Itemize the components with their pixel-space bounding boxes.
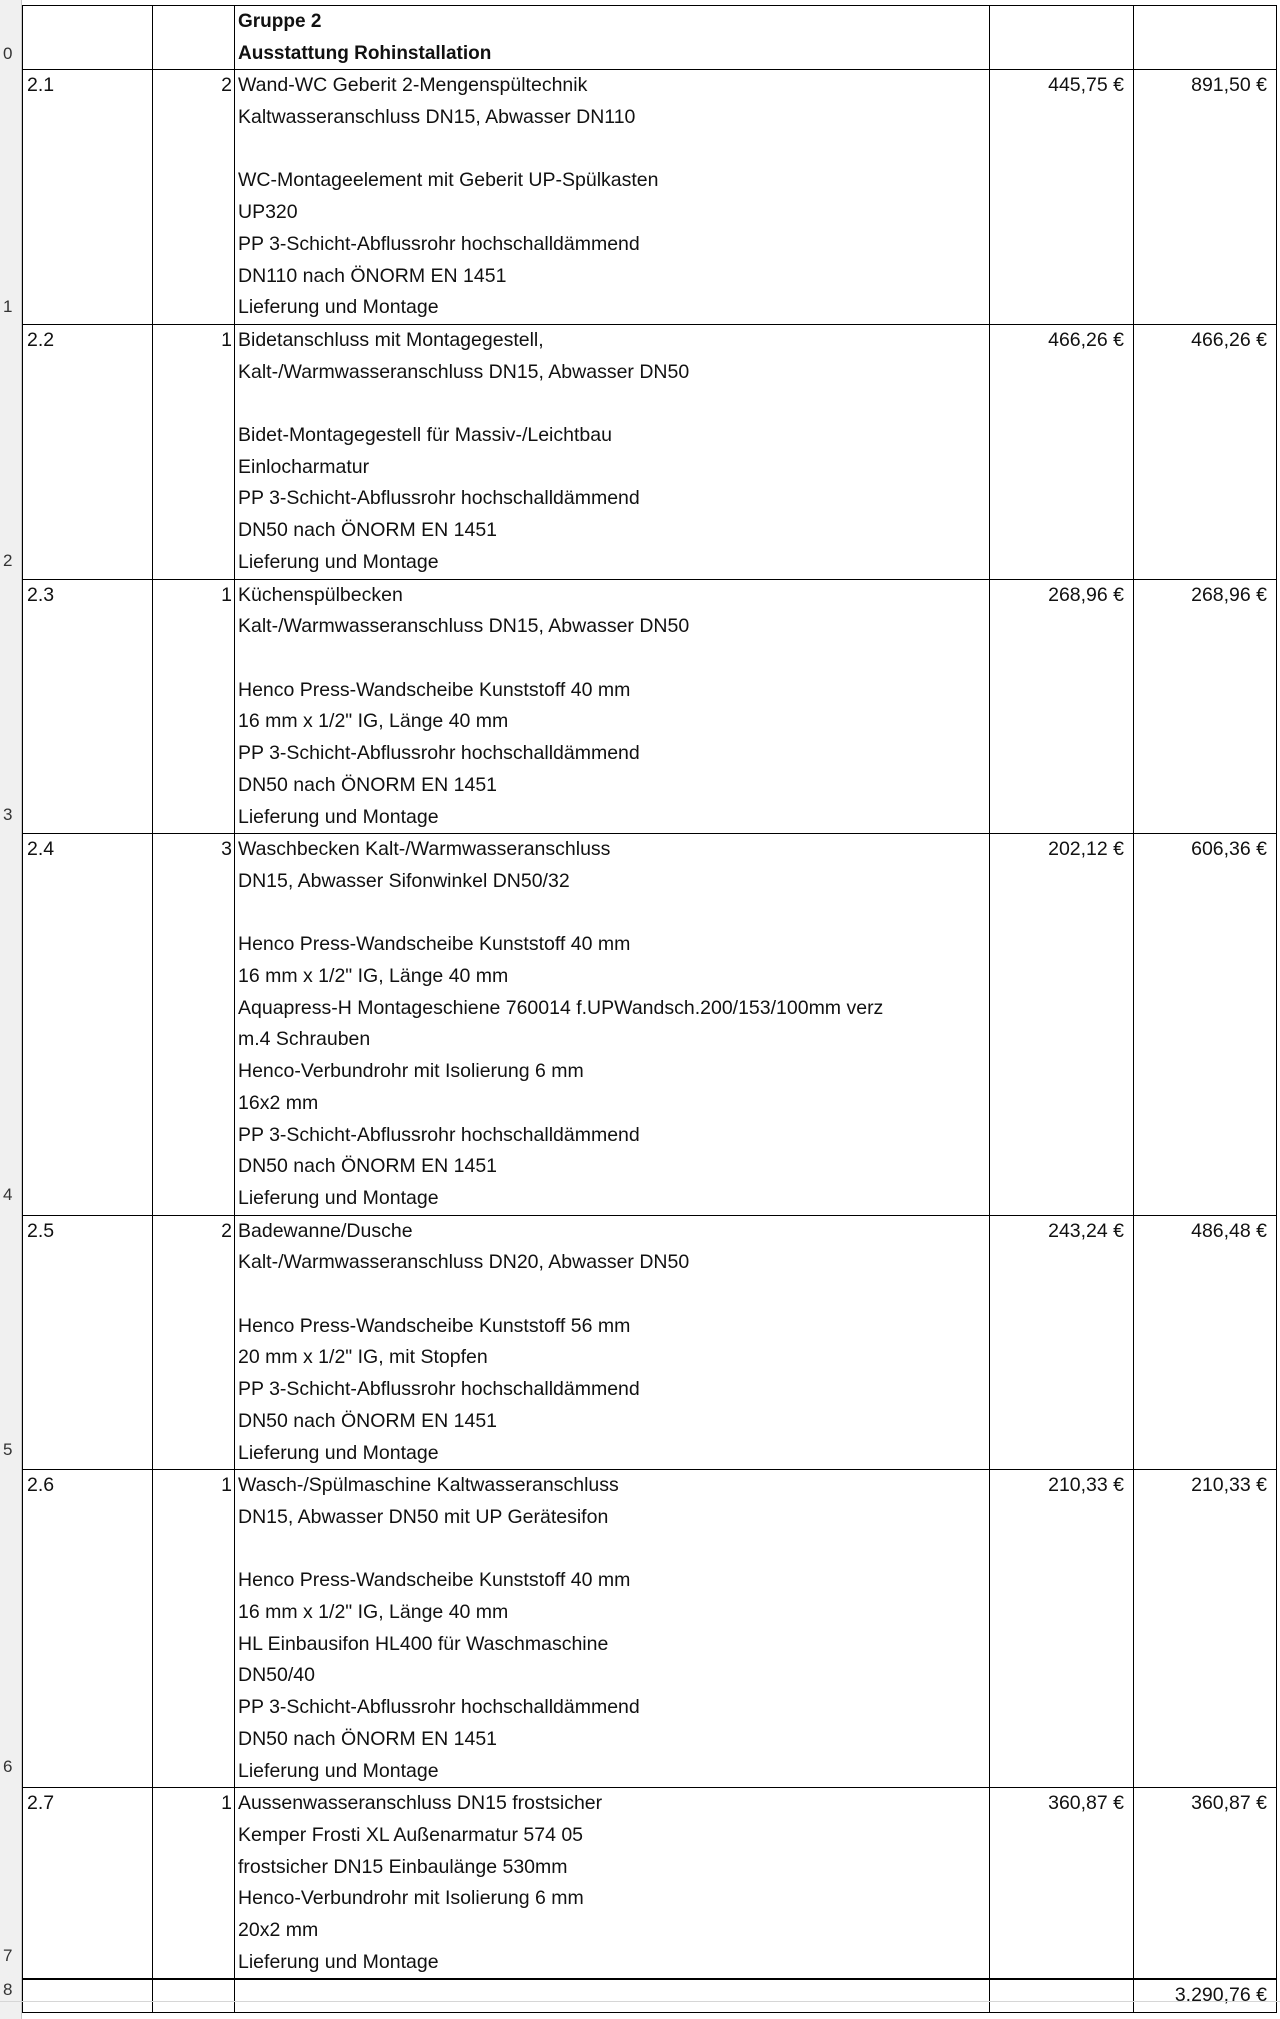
description-cell[interactable]: [235, 834, 990, 1215]
description-line: 16x2 mm: [238, 1091, 319, 1114]
quantity-cell[interactable]: 1: [153, 1470, 235, 1788]
description-line: PP 3-Schicht-Abflussrohr hochschalldämmend: [238, 487, 640, 510]
grand-total-cell[interactable]: 3.290,76 €: [1134, 1979, 1277, 2012]
position-cell[interactable]: 2.1: [23, 70, 153, 325]
row-number[interactable]: 6: [3, 1757, 13, 1776]
description-line: [238, 388, 989, 420]
description-line: Henco Press-Wandscheibe Kunststoff 56 mm: [238, 1314, 631, 1337]
position-cell[interactable]: 2.4: [23, 834, 153, 1215]
description-line: DN15, Abwasser Sifonwinkel DN50/32: [238, 869, 570, 892]
quantity-cell[interactable]: 1: [153, 579, 235, 834]
description-line: Henco-Verbundrohr mit Isolierung 6 mm: [238, 1887, 584, 1910]
row-number[interactable]: 7: [3, 1946, 13, 1965]
description-line: PP 3-Schicht-Abflussrohr hochschalldämmend: [238, 232, 640, 255]
description-line: Lieferung und Montage: [238, 550, 439, 573]
description-line: 20 mm x 1/2" IG, mit Stopfen: [238, 1346, 488, 1369]
position-cell[interactable]: 2.7: [23, 1788, 153, 1980]
description-line: DN50 nach ÖNORM EN 1451: [238, 1155, 498, 1178]
quantity-cell[interactable]: 2: [153, 70, 235, 325]
description-line: Kalt-/Warmwasseranschluss DN20, Abwasser DN50: [238, 1251, 690, 1274]
quantity-cell[interactable]: 2: [153, 1215, 235, 1470]
line-total-cell[interactable]: 360,87 €: [1134, 1788, 1277, 1980]
description-cell[interactable]: [235, 1470, 990, 1788]
description-line: Henco Press-Wandscheibe Kunststoff 40 mm: [238, 1569, 631, 1592]
cell[interactable]: [1134, 6, 1277, 70]
description-line: Wasch-/Spülmaschine Kaltwasseranschluss: [238, 1474, 619, 1497]
row-header-gutter: [0, 0, 22, 2019]
cell[interactable]: [990, 1979, 1134, 2012]
description-line: Aussenwasseranschluss DN15 frostsicher: [238, 1792, 603, 1815]
description-line: Kaltwasseranschluss DN15, Abwasser DN110: [238, 106, 636, 129]
cell[interactable]: [23, 1979, 153, 2012]
description-line: PP 3-Schicht-Abflussrohr hochschalldämmend: [238, 742, 640, 765]
description-line: Lieferung und Montage: [238, 296, 439, 319]
description-line: DN50 nach ÖNORM EN 1451: [238, 1409, 498, 1432]
group-header-row: [23, 6, 1277, 70]
description-line: Kalt-/Warmwasseranschluss DN15, Abwasser DN50: [238, 615, 690, 638]
table-row: [23, 1215, 1277, 1470]
description-line: Bidetanschluss mit Montagegestell,: [238, 328, 544, 351]
description-line: Kalt-/Warmwasseranschluss DN15, Abwasser DN50: [238, 360, 690, 383]
line-total-cell[interactable]: 268,96 €: [1134, 579, 1277, 834]
description-line: DN15, Abwasser DN50 mit UP Gerätesifon: [238, 1505, 609, 1528]
cell[interactable]: [153, 1979, 235, 2012]
description-line: WC-Montageelement mit Geberit UP-Spülkasten: [238, 169, 659, 192]
unit-price-cell[interactable]: 202,12 €: [990, 834, 1134, 1215]
description-cell[interactable]: [235, 1788, 990, 1980]
description-line: Einlocharmatur: [238, 455, 370, 478]
description-line: [238, 898, 989, 930]
unit-price-cell[interactable]: 360,87 €: [990, 1788, 1134, 1980]
description-line: Wand-WC Geberit 2-Mengenspültechnik: [238, 74, 588, 97]
row-number[interactable]: 2: [3, 551, 13, 570]
position-cell[interactable]: 2.5: [23, 1215, 153, 1470]
description-line: 16 mm x 1/2" IG, Länge 40 mm: [238, 965, 509, 987]
unit-price-cell[interactable]: 243,24 €: [990, 1215, 1134, 1470]
table-row: [23, 834, 1277, 1215]
description-cell[interactable]: [235, 1215, 990, 1470]
row-number[interactable]: 8: [3, 1980, 13, 1999]
description-line: m.4 Schrauben: [238, 1028, 371, 1051]
description-line: PP 3-Schicht-Abflussrohr hochschalldämmend: [238, 1123, 640, 1146]
description-line: HL Einbausifon HL400 für Waschmaschine: [238, 1632, 609, 1655]
cell[interactable]: [153, 6, 235, 70]
description-line: Lieferung und Montage: [238, 1950, 439, 1973]
line-total-cell[interactable]: 486,48 €: [1134, 1215, 1277, 1470]
description-line: Kemper Frosti XL Außenarmatur 574 05: [238, 1823, 584, 1846]
description-line: PP 3-Schicht-Abflussrohr hochschalldämmend: [238, 1378, 640, 1401]
line-total-cell[interactable]: 210,33 €: [1134, 1470, 1277, 1788]
row-number[interactable]: 5: [3, 1440, 13, 1459]
description-line: Bidet-Montagegestell für Massiv-/Leichtbau: [238, 424, 612, 447]
description-line: 20x2 mm: [238, 1919, 319, 1942]
line-total-cell[interactable]: 606,36 €: [1134, 834, 1277, 1215]
table-row: [23, 579, 1277, 834]
description-line: Küchenspülbecken: [238, 583, 403, 606]
description-line: Badewanne/Dusche: [238, 1219, 413, 1242]
description-line: DN50 nach ÖNORM EN 1451: [238, 773, 498, 796]
description-line: Henco Press-Wandscheibe Kunststoff 40 mm: [238, 678, 631, 701]
cell[interactable]: [23, 6, 153, 70]
description-line: [238, 1279, 989, 1311]
description-line: [238, 1534, 989, 1566]
description-line: Aquapress-H Montageschiene 760014 f.UPWandsch.200/153/100mm verz: [238, 996, 884, 1019]
table-row: [23, 324, 1277, 579]
description-cell[interactable]: [235, 579, 990, 834]
description-line: Waschbecken Kalt-/Warmwasseranschluss: [238, 838, 611, 861]
group-label: Gruppe 2: [238, 11, 322, 32]
description-line: DN50 nach ÖNORM EN 1451: [238, 519, 498, 542]
description-cell[interactable]: [235, 324, 990, 579]
description-line: 16 mm x 1/2" IG, Länge 40 mm: [238, 710, 509, 733]
table-row: [23, 70, 1277, 325]
unit-price-cell[interactable]: 445,75 €: [990, 70, 1134, 325]
table-row: [23, 1470, 1277, 1788]
row-number[interactable]: 3: [3, 805, 13, 824]
description-line: UP320: [238, 201, 298, 224]
description-line: Henco-Verbundrohr mit Isolierung 6 mm: [238, 1060, 584, 1083]
row-number[interactable]: 4: [3, 1185, 13, 1204]
description-line: DN50/40: [238, 1664, 315, 1687]
unit-price-cell[interactable]: 210,33 €: [990, 1470, 1134, 1788]
cell[interactable]: [990, 6, 1134, 70]
total-row: [23, 1979, 1277, 2012]
description-line: PP 3-Schicht-Abflussrohr hochschalldämmend: [238, 1696, 640, 1719]
position-cell[interactable]: 2.2: [23, 324, 153, 579]
quantity-cell[interactable]: 1: [153, 1788, 235, 1980]
row-divider: [0, 2001, 1280, 2002]
table-row: [23, 1788, 1277, 1980]
position-cell[interactable]: 2.6: [23, 1470, 153, 1788]
unit-price-cell[interactable]: 268,96 €: [990, 579, 1134, 834]
line-total-cell[interactable]: 466,26 €: [1134, 324, 1277, 579]
line-total-cell[interactable]: 891,50 €: [1134, 70, 1277, 325]
spreadsheet-grid: [22, 5, 1277, 2013]
description-line: [238, 643, 989, 675]
cell[interactable]: [235, 1979, 990, 2012]
description-line: [238, 134, 989, 166]
description-line: Lieferung und Montage: [238, 1441, 439, 1464]
description-line: DN50 nach ÖNORM EN 1451: [238, 1727, 498, 1750]
description-line: 16 mm x 1/2" IG, Länge 40 mm: [238, 1601, 509, 1624]
description-line: frostsicher DN15 Einbaulänge 530mm: [238, 1855, 568, 1878]
row-number[interactable]: 1: [3, 297, 13, 316]
group-header-cell[interactable]: [235, 6, 990, 70]
description-line: Lieferung und Montage: [238, 805, 439, 828]
quantity-cell[interactable]: 1: [153, 324, 235, 579]
quantity-cell[interactable]: 3: [153, 834, 235, 1215]
description-line: Henco Press-Wandscheibe Kunststoff 40 mm: [238, 933, 631, 956]
description-cell[interactable]: [235, 70, 990, 325]
description-line: Lieferung und Montage: [238, 1186, 439, 1209]
position-cell[interactable]: 2.3: [23, 579, 153, 834]
group-title: Ausstattung Rohinstallation: [238, 42, 492, 64]
unit-price-cell[interactable]: 466,26 €: [990, 324, 1134, 579]
row-number[interactable]: 0: [3, 44, 13, 63]
description-line: Lieferung und Montage: [238, 1759, 439, 1782]
description-line: DN110 nach ÖNORM EN 1451: [238, 264, 507, 287]
